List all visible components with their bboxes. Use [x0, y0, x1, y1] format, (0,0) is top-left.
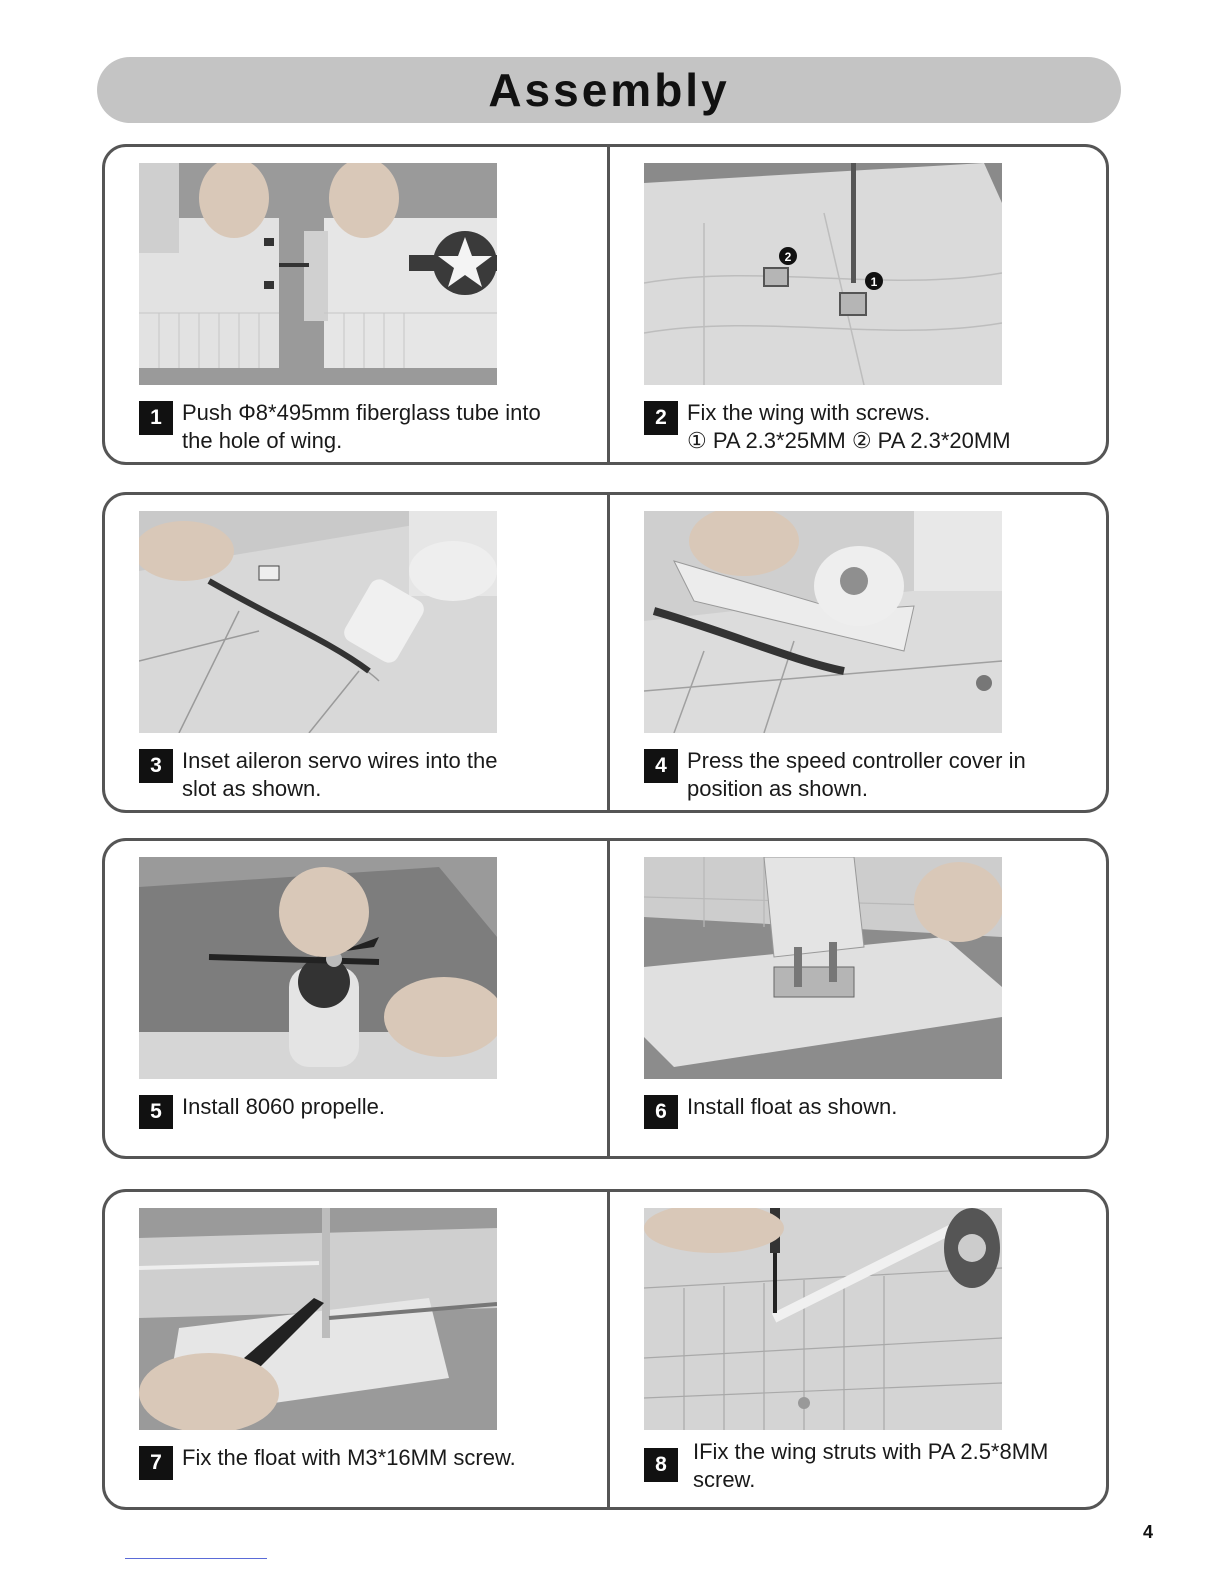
step-photo-2	[644, 163, 1002, 385]
step-number-badge: 8	[644, 1448, 678, 1482]
step-photo-7	[139, 1208, 497, 1430]
step-number-badge: 3	[139, 749, 173, 783]
step-cell-8	[610, 1192, 1109, 1507]
step-2	[644, 399, 1011, 455]
step-4	[644, 747, 1026, 803]
step-cell-2	[610, 147, 1109, 462]
page-title: Assembly	[488, 64, 730, 116]
title-bar	[97, 57, 1121, 123]
step-instruction: Install float as shown.	[687, 1094, 898, 1119]
step-cell-5	[105, 841, 607, 1156]
step-photo-1	[139, 163, 497, 385]
step-cell-3	[105, 495, 607, 810]
step-instruction: Install 8060 propelle.	[182, 1094, 386, 1119]
step-photo-3	[139, 511, 497, 733]
step-7	[139, 1444, 516, 1480]
step-instruction: Fix the float with M3*16MM screw.	[182, 1445, 516, 1470]
step-1	[139, 399, 541, 455]
assembly-panel-4	[102, 1189, 1109, 1510]
step-photo-6	[644, 857, 1002, 1079]
footer-rule	[125, 1558, 267, 1559]
step-8	[644, 1438, 1048, 1494]
step-number-badge: 7	[139, 1446, 173, 1480]
step-number-badge: 2	[644, 401, 678, 435]
assembly-panel-3	[102, 838, 1109, 1159]
step-photo-8	[644, 1208, 1002, 1430]
step-photo-4	[644, 511, 1002, 733]
step-number-badge: 1	[139, 401, 173, 435]
step-number-badge: 4	[644, 749, 678, 783]
screw-marker-1: 1	[870, 275, 878, 289]
screw-marker-2: 2	[784, 250, 792, 264]
step-3	[139, 747, 498, 803]
step-cell-7	[105, 1192, 607, 1507]
step-instruction: Fix the wing with screws. ① PA 2.3*25MM ② PA 2.3*20MM	[687, 400, 1011, 453]
step-6	[644, 1093, 897, 1129]
step-instruction: Inset aileron servo wires into the slot as shown.	[182, 748, 498, 801]
assembly-panel-2	[102, 492, 1109, 813]
step-5	[139, 1093, 385, 1129]
step-cell-6	[610, 841, 1109, 1156]
step-cell-1	[105, 147, 607, 462]
step-number-badge: 6	[644, 1095, 678, 1129]
step-instruction: Push Φ8*495mm fiberglass tube into the hole of wing.	[182, 400, 541, 453]
assembly-panel-1	[102, 144, 1109, 465]
page-number: 4	[1143, 1522, 1154, 1542]
step-number-badge: 5	[139, 1095, 173, 1129]
step-instruction: IFix the wing struts with PA 2.5*8MM screw.	[693, 1439, 1049, 1492]
step-photo-5	[139, 857, 497, 1079]
step-cell-4	[610, 495, 1109, 810]
step-instruction: Press the speed controller cover in position as shown.	[687, 748, 1026, 801]
